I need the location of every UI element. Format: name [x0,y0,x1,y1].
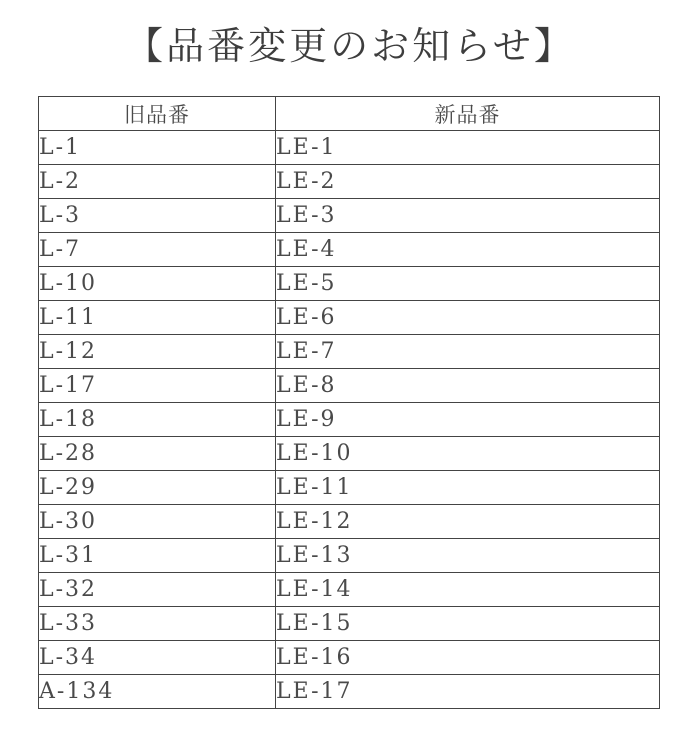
table-row [39,573,660,607]
old-code-cell: L-30 [39,505,276,539]
new-code-cell: LE-8 [276,369,660,403]
old-code-cell: A-134 [39,675,276,709]
old-code-cell: L-3 [39,199,276,233]
table-row [39,539,660,573]
old-code-header: 旧品番 [39,97,276,131]
table-row [39,165,660,199]
table-row [39,471,660,505]
old-code-cell: L-31 [39,539,276,573]
new-code-cell: LE-9 [276,403,660,437]
old-code-cell: L-17 [39,369,276,403]
page-title: 【品番変更のお知らせ】 [125,24,575,68]
old-code-cell: L-32 [39,573,276,607]
old-code-cell: L-29 [39,471,276,505]
new-code-header: 新品番 [276,97,660,131]
old-code-cell: L-2 [39,165,276,199]
new-code-cell: LE-5 [276,267,660,301]
new-code-cell: LE-3 [276,199,660,233]
new-code-cell: LE-4 [276,233,660,267]
new-code-cell: LE-17 [276,675,660,709]
old-code-cell: L-7 [39,233,276,267]
table-row [39,505,660,539]
table-row [39,267,660,301]
table-row [39,131,660,165]
table-body [39,131,660,709]
new-code-cell: LE-15 [276,607,660,641]
new-code-cell: LE-2 [276,165,660,199]
table-row [39,607,660,641]
new-code-cell: LE-10 [276,437,660,471]
old-code-cell: L-12 [39,335,276,369]
table-row [39,233,660,267]
new-code-cell: LE-12 [276,505,660,539]
new-code-cell: LE-13 [276,539,660,573]
old-code-cell: L-1 [39,131,276,165]
table-row [39,437,660,471]
table-row [39,335,660,369]
table-row [39,675,660,709]
new-code-cell: LE-6 [276,301,660,335]
table-row [39,641,660,675]
new-code-cell: LE-1 [276,131,660,165]
new-code-cell: LE-14 [276,573,660,607]
new-code-cell: LE-11 [276,471,660,505]
table-row [39,403,660,437]
old-code-cell: L-11 [39,301,276,335]
new-code-cell: LE-16 [276,641,660,675]
product-code-table [38,96,660,709]
table-row [39,301,660,335]
old-code-cell: L-18 [39,403,276,437]
table-row [39,369,660,403]
old-code-cell: L-33 [39,607,276,641]
old-code-cell: L-28 [39,437,276,471]
table-header-row [39,97,660,131]
new-code-cell: LE-7 [276,335,660,369]
old-code-cell: L-10 [39,267,276,301]
old-code-cell: L-34 [39,641,276,675]
table-row [39,199,660,233]
